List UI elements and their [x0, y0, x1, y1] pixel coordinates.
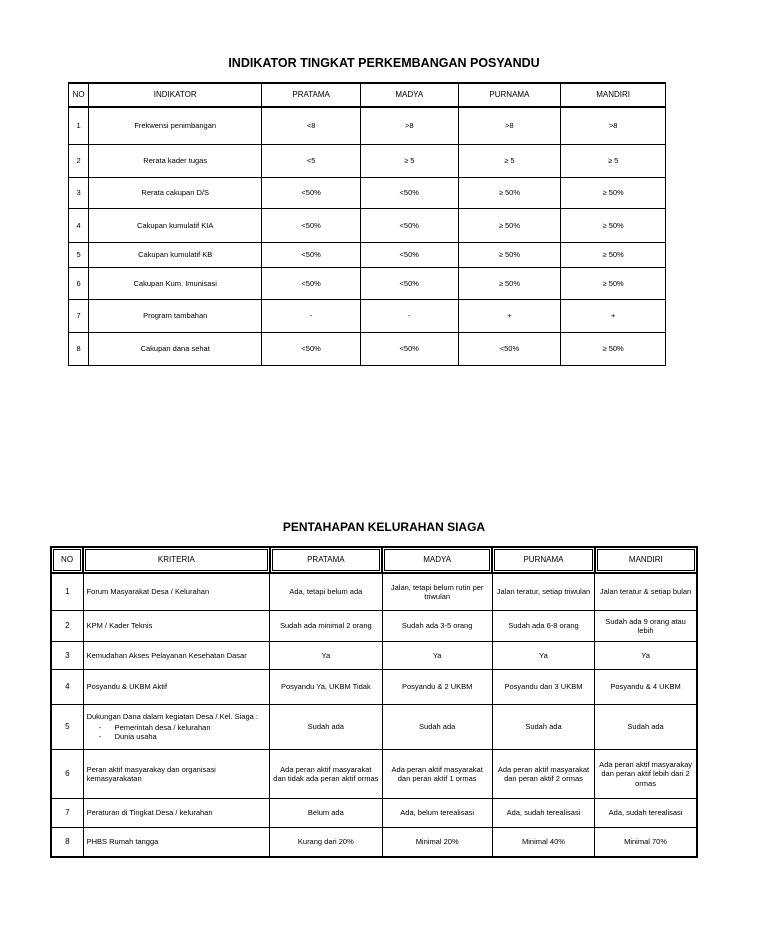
cell-madya: <50%	[360, 178, 458, 209]
kelurahan-siaga-table	[50, 546, 698, 858]
cell-madya: <50%	[360, 333, 458, 366]
cell-mandiri	[595, 705, 697, 750]
cell-mandiri: ≥ 50%	[561, 209, 666, 243]
cell-text: Ada peran aktif masyarakat dan tidak ada peran aktif ormas	[273, 764, 379, 783]
cell-pratama: <50%	[262, 178, 361, 209]
cell-purnama: >8	[458, 107, 561, 145]
sub-item: - Pemerintah desa / kelurahan	[97, 723, 267, 732]
table-header-row	[69, 83, 666, 107]
table-row	[69, 209, 666, 243]
cell-purnama	[492, 799, 594, 828]
cell-no: 2	[69, 145, 89, 178]
table-row	[51, 705, 697, 750]
cell-pratama: <5	[262, 145, 361, 178]
cell-purnama: <50%	[458, 333, 561, 366]
cell-pratama: <50%	[262, 243, 361, 268]
cell-madya	[382, 670, 492, 705]
cell-text: Sudah ada 3-5 orang	[401, 621, 473, 631]
cell-purnama: ≥ 50%	[458, 243, 561, 268]
cell-text: Ada peran aktif masyarakat dan peran aktif 1 ormas	[391, 764, 483, 783]
cell-indikator: Cakupan kumulatif KIA	[89, 209, 262, 243]
cell-pratama: <50%	[262, 209, 361, 243]
cell-text: PHBS Rumah tangga	[86, 837, 159, 847]
cell-text: Ada, sudah terealisasi	[608, 808, 683, 818]
cell-text: 2	[65, 621, 70, 630]
table-row	[51, 828, 697, 858]
cell-pratama	[270, 573, 382, 611]
cell-no: 5	[69, 243, 89, 268]
cell-pratama: <50%	[262, 268, 361, 300]
cell-text: 7	[65, 808, 70, 817]
cell-kriteria	[83, 642, 270, 670]
cell-mandiri: ≥ 50%	[561, 268, 666, 300]
cell-mandiri: ≥ 5	[561, 145, 666, 178]
cell-purnama: +	[458, 300, 561, 333]
cell-no	[51, 573, 83, 611]
cell-pratama	[270, 670, 382, 705]
posyandu-indicator-table	[68, 82, 666, 366]
cell-no: 3	[69, 178, 89, 209]
sub-item-list	[97, 723, 267, 742]
header-indikator: INDIKATOR	[89, 83, 262, 107]
cell-kriteria	[83, 611, 270, 642]
cell-indikator: Cakupan dana sehat	[89, 333, 262, 366]
cell-no	[51, 611, 83, 642]
cell-pratama: <50%	[262, 333, 361, 366]
header-madya: MADYA	[360, 83, 458, 107]
table-header-row	[51, 547, 697, 573]
cell-mandiri: ≥ 50%	[561, 243, 666, 268]
cell-pratama: <8	[262, 107, 361, 145]
header-pratama: PRATAMA	[270, 547, 382, 573]
cell-madya: ≥ 5	[360, 145, 458, 178]
table1-title: INDIKATOR TINGKAT PERKEMBANGAN POSYANDU	[228, 56, 540, 70]
cell-no	[51, 705, 83, 750]
table-row	[51, 611, 697, 642]
cell-text: 3	[65, 650, 70, 660]
table-row	[51, 799, 697, 828]
cell-kriteria	[83, 799, 270, 828]
cell-text: Posyandu Ya, UKBM Tidak	[280, 682, 371, 692]
table-row	[69, 268, 666, 300]
cell-mandiri	[595, 799, 697, 828]
cell-no	[51, 828, 83, 858]
cell-no	[51, 670, 83, 705]
cell-madya	[382, 705, 492, 750]
cell-text: Sudah ada	[307, 722, 344, 732]
cell-mandiri: >8	[561, 107, 666, 145]
cell-purnama: ≥ 5	[458, 145, 561, 178]
cell-pratama	[270, 611, 382, 642]
cell-text: Sudah ada	[525, 722, 562, 732]
table2-title: PENTAHAPAN KELURAHAN SIAGA	[282, 520, 486, 534]
cell-text: Minimal 70%	[624, 837, 668, 847]
cell-madya	[382, 642, 492, 670]
table-row	[51, 642, 697, 670]
cell-indikator: Frekwensi penimbangan	[89, 107, 262, 145]
cell-text: KPM / Kader Teknis	[86, 621, 153, 631]
cell-kriteria	[83, 573, 270, 611]
cell-madya	[382, 611, 492, 642]
cell-text: Posyandu & UKBM Aktif	[86, 682, 168, 692]
header-mandiri: MANDIRI	[561, 83, 666, 107]
cell-madya	[382, 573, 492, 611]
cell-mandiri	[595, 750, 697, 799]
table-row	[69, 178, 666, 209]
cell-purnama	[492, 750, 594, 799]
cell-no	[51, 642, 83, 670]
cell-text: Minimal 40%	[522, 837, 565, 847]
cell-mandiri	[595, 642, 697, 670]
cell-text: 8	[65, 837, 70, 846]
cell-no: 6	[69, 268, 89, 300]
table-row	[51, 750, 697, 799]
cell-no	[51, 750, 83, 799]
cell-kriteria	[83, 670, 270, 705]
cell-indikator: Program tambahan	[89, 300, 262, 333]
cell-madya: <50%	[360, 209, 458, 243]
cell-no: 4	[69, 209, 89, 243]
cell-text: Kemudahan Akses Pelayanan Kesehatan Dasar	[86, 650, 247, 660]
cell-text: Forum Masyarakat Desa / Kelurahan	[86, 587, 210, 597]
cell-text: Ada peran aktif masyarakay dan peran aktif lebih dari 2 ormas	[599, 759, 693, 788]
cell-purnama	[492, 670, 594, 705]
cell-text: Sudah ada	[627, 722, 664, 732]
cell-mandiri	[595, 828, 697, 858]
cell-indikator: Rerata cakupan D/S	[89, 178, 262, 209]
cell-text: Sudah ada	[419, 722, 456, 732]
cell-purnama: ≥ 50%	[458, 178, 561, 209]
cell-madya	[382, 828, 492, 858]
cell-purnama: ≥ 50%	[458, 209, 561, 243]
cell-mandiri: ≥ 50%	[561, 178, 666, 209]
cell-no: 1	[69, 107, 89, 145]
cell-mandiri	[595, 573, 697, 611]
table-row	[69, 145, 666, 178]
cell-text: Ya	[641, 650, 650, 660]
cell-text: Sudah ada 9 orang atau lebih	[605, 616, 686, 635]
sub-item: - Dunia usaha	[97, 732, 267, 741]
cell-kriteria	[83, 750, 270, 799]
cell-text: Jalan teratur, setiap triwulan	[496, 587, 591, 597]
cell-purnama	[492, 828, 594, 858]
table-row	[69, 107, 666, 145]
cell-kriteria	[83, 705, 270, 750]
cell-purnama	[492, 705, 594, 750]
cell-pratama: -	[262, 300, 361, 333]
table-row	[69, 300, 666, 333]
cell-purnama	[492, 573, 594, 611]
cell-no: 7	[69, 300, 89, 333]
cell-text: Ada peran aktif masyarakat dan peran aktif 2 ormas	[497, 764, 590, 783]
cell-text: Ada, belum terealisasi	[400, 808, 475, 818]
cell-text: Posyandu & 2 UKBM	[401, 682, 473, 692]
cell-text: Sudah ada 6-8 orang	[508, 621, 579, 631]
cell-mandiri	[595, 670, 697, 705]
table-row	[51, 573, 697, 611]
cell-text: 6	[65, 769, 70, 778]
cell-text: 1	[65, 587, 70, 596]
cell-mandiri: ≥ 50%	[561, 333, 666, 366]
cell-text: Sudah ada minimal 2 orang	[279, 621, 372, 631]
header-pratama: PRATAMA	[262, 83, 361, 107]
cell-pratama	[270, 750, 382, 799]
cell-text: Ya	[432, 650, 442, 660]
cell-madya: <50%	[360, 243, 458, 268]
cell-indikator: Cakupan Kum. Imunisasi	[89, 268, 262, 300]
cell-madya: -	[360, 300, 458, 333]
header-madya: MADYA	[382, 547, 492, 573]
table-row	[69, 243, 666, 268]
cell-text: 5	[65, 722, 70, 731]
cell-mandiri	[595, 611, 697, 642]
cell-text: Jalan, tetapi belum rutin per triwulan	[390, 582, 484, 601]
cell-text: Posyandu & 4 UKBM	[610, 682, 681, 692]
cell-indikator: Rerata kader tugas	[89, 145, 262, 178]
cell-text: Ada, tetapi belum ada	[289, 587, 363, 597]
cell-pratama	[270, 705, 382, 750]
cell-text: Kurang dari 20%	[297, 837, 354, 847]
header-kriteria: KRITERIA	[83, 547, 270, 573]
cell-madya	[382, 750, 492, 799]
cell-madya: <50%	[360, 268, 458, 300]
header-purnama: PURNAMA	[458, 83, 561, 107]
cell-text: Dukungan Dana dalam kegiatan Desa / Kel. Siaga :	[86, 712, 258, 722]
cell-text: Belum ada	[307, 808, 344, 818]
header-no: NO	[69, 83, 89, 107]
header-purnama: PURNAMA	[492, 547, 594, 573]
table-row	[69, 333, 666, 366]
cell-text: Ada, sudah terealisasi	[506, 808, 581, 818]
cell-indikator: Cakupan kumulatif KB	[89, 243, 262, 268]
cell-text: Minimal 20%	[415, 837, 459, 847]
header-no: NO	[51, 547, 83, 573]
table-row	[51, 670, 697, 705]
cell-purnama	[492, 642, 594, 670]
cell-madya: >8	[360, 107, 458, 145]
cell-pratama	[270, 799, 382, 828]
cell-text: Ya	[321, 650, 331, 660]
cell-pratama	[270, 642, 382, 670]
cell-text: Jalan teratur & setiap bulan	[599, 587, 692, 597]
cell-madya	[382, 799, 492, 828]
cell-purnama	[492, 611, 594, 642]
cell-text: Peraturan di Tingkat Desa / kelurahan	[86, 808, 213, 818]
cell-no: 8	[69, 333, 89, 366]
cell-purnama: ≥ 50%	[458, 268, 561, 300]
cell-text: Posyandu dan 3 UKBM	[504, 682, 583, 692]
cell-text: Ya	[539, 650, 548, 660]
cell-text: Peran aktif masyarakay dan organisasi kemasyarakatan	[86, 764, 216, 783]
header-mandiri: MANDIRI	[595, 547, 697, 573]
cell-pratama	[270, 828, 382, 858]
cell-text: 4	[65, 682, 70, 691]
cell-mandiri: +	[561, 300, 666, 333]
cell-kriteria	[83, 828, 270, 858]
cell-no	[51, 799, 83, 828]
